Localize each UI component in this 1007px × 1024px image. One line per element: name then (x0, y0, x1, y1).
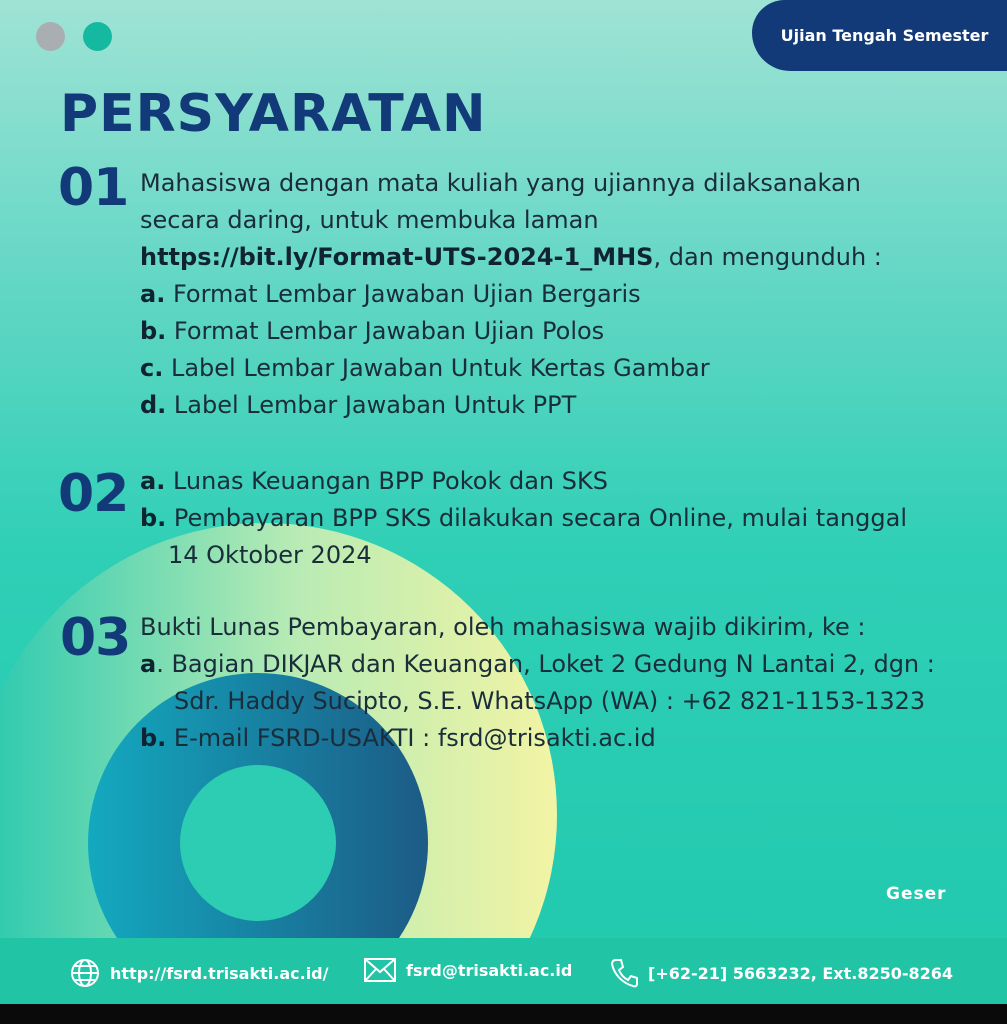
list-item: a. Lunas Keuangan BPP Pokok dan SKS (140, 467, 608, 495)
list-item: a. Format Lembar Jawaban Ujian Bergaris (140, 280, 641, 308)
phone-link[interactable] (610, 958, 953, 988)
exam-type-badge: Ujian Tengah Semester (752, 0, 1007, 71)
envelope-icon (364, 958, 396, 982)
section-01-content (140, 165, 882, 424)
website-link[interactable] (70, 958, 328, 988)
list-item: d. Label Lembar Jawaban Untuk PPT (140, 391, 577, 419)
list-item: b. E-mail FSRD-USAKTI : fsrd@trisakti.ac.id (140, 724, 656, 752)
phone-icon (610, 958, 638, 988)
section-01-link-line (140, 239, 882, 276)
ring-hole-shape (180, 765, 336, 921)
section-03-content (140, 609, 935, 757)
list-item: c. Label Lembar Jawaban Untuk Kertas Gambar (140, 354, 710, 382)
section-02-content (140, 463, 907, 574)
section-number-01: 01 (58, 158, 129, 218)
phone-text: [+62-21] 5663232, Ext.8250-8264 (648, 963, 954, 983)
list-item: a. Bagian DIKJAR dan Keuangan, Loket 2 Gedung N Lantai 2, dgn : (140, 650, 935, 678)
swipe-hint[interactable]: Geser (886, 884, 947, 904)
window-dots (36, 22, 112, 51)
contact-person-line: Sdr. Haddy Sucipto, S.E. WhatsApp (WA) : +62 821-1153-1323 (174, 687, 926, 715)
teal-dot (83, 22, 112, 51)
format-link[interactable]: https://bit.ly/Format-UTS-2024-1_MHS (140, 243, 654, 271)
website-text: http://fsrd.trisakti.ac.id/ (110, 963, 329, 983)
globe-icon (70, 958, 100, 988)
email-link[interactable] (364, 958, 572, 982)
section-01-line2: secara daring, untuk membuka laman (140, 206, 599, 234)
list-item: b. Format Lembar Jawaban Ujian Polos (140, 317, 605, 345)
footer-bar (0, 938, 1007, 1004)
list-item: b. Pembayaran BPP SKS dilakukan secara Online, mulai tanggal (140, 504, 907, 532)
link-suffix: , dan mengunduh : (653, 243, 882, 271)
gray-dot (36, 22, 65, 51)
section-03-intro: Bukti Lunas Pembayaran, oleh mahasiswa wajib dikirim, ke : (140, 613, 866, 641)
section-02-date: 14 Oktober 2024 (168, 541, 372, 569)
section-number-03: 03 (60, 608, 131, 668)
section-01-line1: Mahasiswa dengan mata kuliah yang ujiannya dilaksanakan (140, 169, 861, 197)
page-title: PERSYARATAN (60, 84, 487, 144)
email-text: fsrd@trisakti.ac.id (406, 960, 573, 980)
section-number-02: 02 (58, 464, 129, 524)
